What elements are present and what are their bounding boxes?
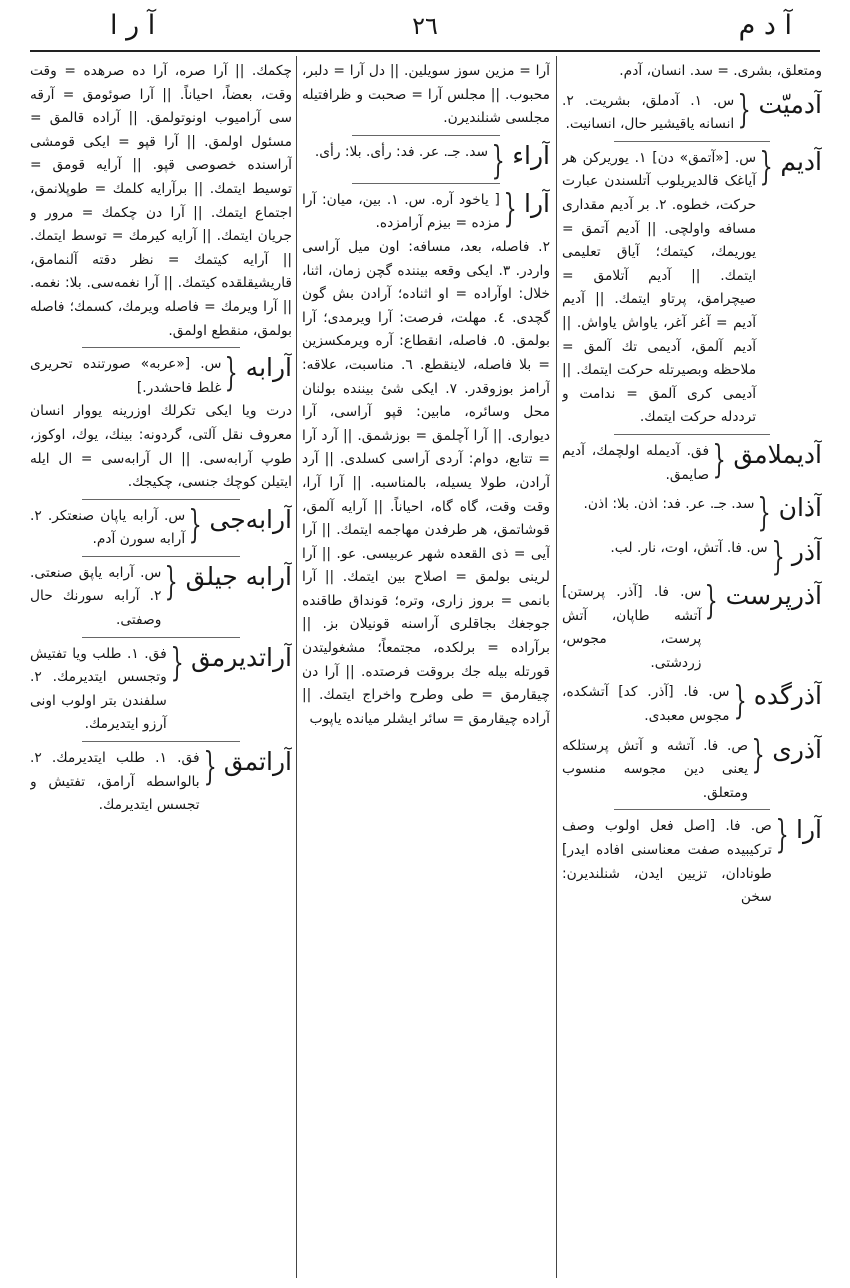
definition: س. [«عربه» صورتنده تحریری غلط فاحشدر.]: [30, 356, 222, 396]
entry-separator: [352, 135, 501, 136]
brace: {: [732, 678, 747, 723]
entry-arabaci: [30, 501, 292, 552]
headword: آرا: [796, 815, 822, 845]
definition-body: ٢. فاصله، بعد، مسافه: اون میل آراسی واردر. ٣. ایکی وقعه بیننده گچن زمان، اثنا، خلال: اوآراده = او اثناده؛ آرادن بش گون گچدی. ٤. مهلت، فرصت: آرا ویرمدی؛ آرا بولمق. ٥. فاصله، انقطاع: آره ویرمکسزین = بلا فاصله، لاینقطع. ٦. مناسبت، علاقه: آرامز بوزوقدر. ٧. ایکی شیٔ بیننده بولنان محل وسائره، مابین: قپو آراسی، آرا دیواری. || آرا آچلمق = بوزشمق. || آرد آرا = تتابع، دوام: آردی آراسی کسلدی. || آرد آرادن، طولا یسیله، بالمناسبه. || آرا آرا، وقت وقت، گاه گاه، احیاناً. || آرایه آلمق، قوشاتمق، هر طرفدن مهاجمه ایتمك. || آرا آیی = ذی القعده شهر عربیسی. عو. || آرا لرینی بولمق = اصلاح بین ایتمك. || آرا بانمی = بروز زاری، وتره؛ قونداق طاقنده جوجغك بجاقلری آراسنه قونیلان بز. || برآراده = برلکده، مجتمعاً؛ مشغولیتدن قورتله بیله جك بروقت فرصتده. || آرا دن چیقارمق = طی وطرح واخراج ایتمك. || آراده چیقارمق = سائر ایشلر میانده یاپوب: [302, 238, 550, 727]
headword: آذری: [772, 734, 822, 764]
header-guide-word-left: آ ر ا: [110, 10, 156, 41]
definition-body: درت ویا ایکی تکرلك اوزرینه یووار انسان معروف نقل آلتی، گردونه: بینك، یوك، اوکوز، طوپ آرابه‌سی. || ال آرابه‌سی = ال ایله ایتیلن کوچك جنسی، چکیجك.: [30, 403, 292, 491]
headword: آدیملامق: [733, 439, 822, 469]
entry-continuation: چکمك. || آرا صره، آرا ده صرهده = وقت وقت، بعضاً، احیاناً. || آرا صوئومق = آرقه سی آرامیوب اونوتولمق. || آراده قالمق = مسئول اولمق. || آرا قپو = ایکی قومشی آراسنده خصوصی قپو. || آرایه قومق = توسیط ایتمك. || برآرایه کلمك = طوپلانمق، اجتماع ایتمك. || آرا دن چکمك = مرور و جریان ایتمك. || آرایه کیرمك = توسط ایتمك. || آرایه کیتمك = نظر دقته آلنمامق، قاریشیقلقده کیتمك. || آرا نغمه‌سی. بلا: نغمه. || آرا ویرمك = فاصله ویرمك، کسمك؛ فاصله بولمق، منقطع اولمق.: [30, 63, 292, 339]
definition: فق. آدیمله اولچمك، آدیم صایمق.: [562, 442, 710, 483]
entry-arabacilik: [30, 558, 292, 633]
headword: آرابه: [245, 353, 292, 383]
headword: آذرگده: [753, 681, 822, 711]
column-divider: [296, 56, 297, 1278]
entry-separator: [82, 499, 239, 500]
entry-azergede: [562, 678, 822, 728]
entry-aratmak: [30, 744, 292, 818]
headword: آراتمق: [223, 747, 292, 777]
entry-ara: [562, 812, 822, 909]
entry-separator: [82, 637, 239, 638]
headword: آرابه‌جی: [209, 504, 292, 534]
column-middle: [302, 60, 550, 1276]
headword: آراتدیرمق: [190, 642, 292, 672]
headword: آرابه جیلق: [185, 561, 292, 591]
entry-azeri: [562, 731, 822, 806]
brace: {: [704, 578, 719, 623]
entry-separator: [614, 809, 770, 810]
definition: [ یاخود آره. س. ١. بین، میان: آرا مزده = بیزم آرامزده.: [302, 191, 500, 232]
entry-azerperest: [562, 578, 822, 675]
headword: آذر: [791, 537, 822, 567]
definition: س. [«آتمق» دن] ١. یوریرکن هر آیاغک قالدیریلوب آتلسندن عبارت حرکت، خطوه. ٢. بر آدیم مقداری مسافه واولچی. || آدیم آتمق = یوریمك، کیتمك؛ آیاق تعلیمی ایتمك. || آدیم آتلامق = صیچرامق، پرتاو ایتمك. || آدیم آدیم = آغر آغر، یاواش یاواش. || آدیم آلمق، آدیمی تك آلمق = ملاحظه وبصیرتله حرکت ایتمك. || آدیمی کری آلمق = ندامت و ترددله حرکت ایتمك.: [562, 149, 757, 426]
definition: سد. جـ. عر. فد: رأی. بلا: رأی.: [314, 143, 489, 160]
definition: س. ١. آدملق، بشریت. ٢. انسانه یاقیشیر حال، انسانیت.: [562, 92, 735, 133]
brace: {: [224, 350, 239, 395]
brace: {: [771, 534, 785, 579]
brace: {: [737, 86, 751, 131]
definition: ص. فا. [اصل فعل اولوب وصف ترکیبیده صفت معناسنی افاده ایدر] طونادان، تزیین ایدن، شنلندیرن: سخن: [562, 818, 772, 906]
entry-ara-plural: [302, 137, 550, 182]
entry-separator: [614, 434, 770, 435]
page-number: ٢٦: [412, 12, 438, 40]
definition: فق. ١. طلب ایتدیرمك. ٢. بالواسطه آرامق، تفتیش و تجسس ایتدیرمك.: [30, 750, 200, 814]
entry-araba: [30, 350, 292, 495]
definition: س. فا. [آذر. پرستن] آتشه طاپان، آتش پرست، مجوس، زردشتی.: [562, 584, 702, 671]
headword: آراء: [512, 140, 550, 170]
brace: {: [203, 744, 217, 789]
definition: فق. ١. طلب ویا تفتیش وتجسس ایتدیرمك. ٢. سلفندن بتر اولوب اونی آرزو ایتدیرمك.: [30, 645, 167, 733]
column-right: [562, 60, 822, 1276]
entry-separator: [614, 141, 770, 142]
headword: آذان: [778, 493, 822, 523]
entry-separator: [82, 347, 239, 348]
brace: {: [491, 137, 505, 182]
entry-separator: [352, 183, 501, 184]
headword: آذرپرست: [725, 581, 822, 611]
brace: {: [759, 143, 773, 188]
brace: {: [164, 558, 179, 603]
brace: {: [712, 436, 726, 481]
entry-azer: [562, 534, 822, 579]
header-guide-word-right: آ د م: [738, 10, 792, 41]
brace: {: [170, 639, 184, 684]
brace: {: [757, 490, 772, 535]
headword: آدمیّت: [758, 89, 822, 119]
entry-separator: [82, 741, 239, 742]
headword: آرا: [524, 188, 550, 218]
entry-adamiyet: [562, 86, 822, 137]
entry-adim: [562, 143, 822, 430]
definition: س. فا. [آذر. کد] آتشکده، مجوس معبدی.: [562, 684, 730, 725]
entry-adimlamak: [562, 436, 822, 487]
entry-aratdirmak: [30, 639, 292, 737]
definition: س. فا. آتش، اوت، نار. لب.: [610, 540, 768, 557]
brace: {: [775, 812, 789, 857]
entry-ara-between: [302, 185, 550, 732]
entry-continuation: ومتعلق، بشری. = سد. انسان، آدم.: [619, 63, 822, 79]
column-left: [30, 60, 292, 1276]
definition: ص. فا. آتشه و آتش پرستلکه یعنی دین مجوسه منسوب ومتعلق.: [562, 737, 749, 801]
definition: سد. جـ. عر. فد: اذن. بلا: اذن.: [583, 496, 755, 513]
brace: {: [503, 185, 517, 230]
headword: آدیم: [780, 146, 822, 176]
brace: {: [188, 501, 202, 546]
header-rule: [30, 50, 820, 52]
column-divider: [556, 56, 557, 1278]
definition: س. آرابه یاپق صنعتی. ٢. آرابه سورنك حال وصفتی.: [30, 564, 162, 629]
brace: {: [751, 731, 765, 776]
definition: س. آرابه یاپان صنعتکر. ٢. آرابه سورن آدم.: [30, 507, 186, 548]
entry-azan: [562, 490, 822, 535]
entry-continuation: آرا = مزین سوز سویلین. || دل آرا = دلبر، محبوب. || مجلس آرا = صحبت و ظرافتیله مجلسی شنلندیرن.: [302, 63, 550, 127]
entry-separator: [82, 556, 239, 557]
